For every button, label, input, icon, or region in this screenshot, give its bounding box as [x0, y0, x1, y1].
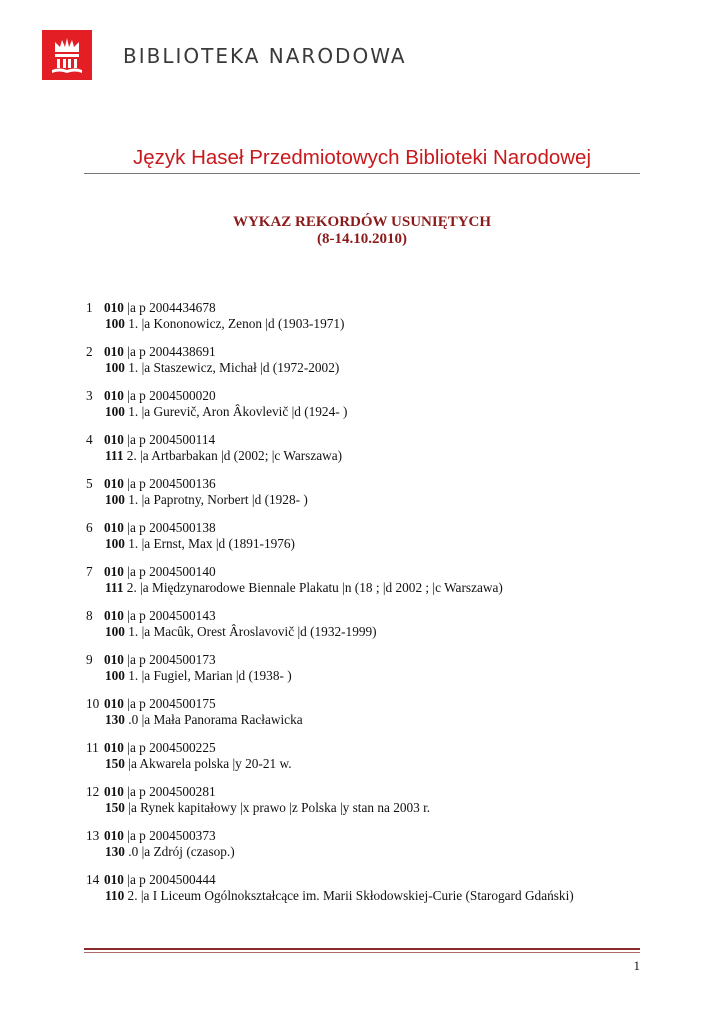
field-tag: 100 [105, 536, 125, 551]
field-value: |a p 2004500281 [123, 784, 216, 799]
record-number: 8 [86, 608, 93, 623]
record-number: 12 [86, 784, 100, 799]
field-value: .0 |a Zdrój (czasop.) [124, 844, 235, 859]
record-number: 14 [86, 872, 100, 887]
list-item [86, 740, 666, 784]
field-tag: 130 [105, 844, 125, 859]
field-value: |a Akwarela polska |y 20-21 w. [124, 756, 292, 771]
record-number: 6 [86, 520, 93, 535]
field-tag: 010 [104, 784, 124, 799]
field-value: 2. |a I Liceum Ogólnokształcące im. Marii Skłodowskiej-Curie (Starogard Gdański) [124, 888, 574, 903]
field-tag: 150 [105, 756, 125, 771]
field-value: |a p 2004500114 [123, 432, 216, 447]
field-tag: 010 [104, 608, 124, 623]
crown-book-logo-icon [42, 30, 92, 80]
record-number: 4 [86, 432, 93, 447]
field-value: 1. |a Gurevič, Aron Âkovlevič |d (1924- ) [124, 404, 348, 419]
field-tag: 010 [104, 652, 124, 667]
list-item [86, 564, 666, 608]
list-item [86, 344, 666, 388]
subtitle [84, 214, 640, 248]
field-tag: 100 [105, 668, 125, 683]
field-value: 1. |a Paprotny, Norbert |d (1928- ) [124, 492, 308, 507]
record-number: 10 [86, 696, 100, 711]
list-item [86, 520, 666, 564]
field-value: |a p 2004500175 [123, 696, 216, 711]
list-item [86, 828, 666, 872]
record-number: 2 [86, 344, 93, 359]
field-tag: 100 [105, 492, 125, 507]
list-item [86, 608, 666, 652]
field-tag: 010 [104, 300, 124, 315]
field-tag: 010 [104, 344, 124, 359]
field-tag: 010 [104, 828, 124, 843]
field-value: 1. |a Kononowicz, Zenon |d (1903-1971) [124, 316, 345, 331]
subtitle-heading: WYKAZ REKORDÓW USUNIĘTYCH [232, 214, 492, 230]
field-tag: 111 [105, 448, 124, 463]
field-value: |a Rynek kapitałowy |x prawo |z Polska |y stan na 2003 r. [124, 800, 431, 815]
field-tag: 010 [104, 740, 124, 755]
field-tag: 010 [104, 476, 124, 491]
field-tag: 010 [104, 564, 124, 579]
page-number: 1 [633, 958, 640, 973]
field-tag: 010 [104, 432, 124, 447]
list-item [86, 784, 666, 828]
field-value: |a p 2004500140 [123, 564, 216, 579]
field-tag: 010 [104, 388, 124, 403]
field-value: |a p 2004500020 [123, 388, 216, 403]
org-name: BIBLIOTEKA NARODOWA [123, 44, 407, 68]
field-tag: 010 [104, 696, 124, 711]
list-item [86, 300, 666, 344]
field-tag: 150 [105, 800, 125, 815]
field-tag: 100 [105, 404, 125, 419]
record-number: 7 [86, 564, 93, 579]
field-value: |a p 2004500138 [123, 520, 216, 535]
page-title: Język Haseł Przedmiotowych Biblioteki Narodowej [132, 146, 592, 169]
list-item [86, 696, 666, 740]
field-tag: 100 [105, 360, 125, 375]
list-item [86, 432, 666, 476]
field-value: |a p 2004500225 [123, 740, 216, 755]
field-value: .0 |a Mała Panorama Racławicka [124, 712, 303, 727]
list-item [86, 652, 666, 696]
list-item [86, 388, 666, 432]
field-tag: 010 [104, 872, 124, 887]
record-number: 13 [86, 828, 100, 843]
field-tag: 130 [105, 712, 125, 727]
list-item [86, 872, 666, 916]
list-item [86, 476, 666, 520]
field-value: |a p 2004438691 [123, 344, 216, 359]
field-tag: 111 [105, 580, 124, 595]
record-number: 5 [86, 476, 93, 491]
field-tag: 110 [105, 888, 125, 903]
record-list [86, 300, 666, 916]
subtitle-date-range: (8-14.10.2010) [317, 231, 407, 247]
field-tag: 100 [105, 624, 125, 639]
field-value: |a p 2004500173 [123, 652, 216, 667]
field-value: 1. |a Macûk, Orest Âroslavovič |d (1932-1999) [124, 624, 377, 639]
record-number: 9 [86, 652, 93, 667]
record-number: 3 [86, 388, 93, 403]
field-value: 2. |a Artbarbakan |d (2002; |c Warszawa) [123, 448, 343, 463]
field-value: 2. |a Międzynarodowe Biennale Plakatu |n (18 ; |d 2002 ; |c Warszawa) [123, 580, 503, 595]
field-tag: 100 [105, 316, 125, 331]
field-value: 1. |a Staszewicz, Michał |d (1972-2002) [124, 360, 340, 375]
title-divider [84, 173, 640, 174]
footer-divider [84, 948, 640, 950]
field-value: 1. |a Ernst, Max |d (1891-1976) [124, 536, 295, 551]
field-value: |a p 2004500136 [123, 476, 216, 491]
footer-divider-thin [84, 952, 640, 953]
field-value: |a p 2004500373 [123, 828, 216, 843]
field-tag: 010 [104, 520, 124, 535]
field-value: 1. |a Fugiel, Marian |d (1938- ) [124, 668, 292, 683]
record-number: 11 [86, 740, 99, 755]
field-value: |a p 2004500143 [123, 608, 216, 623]
record-number: 1 [86, 300, 93, 315]
field-value: |a p 2004434678 [123, 300, 216, 315]
field-value: |a p 2004500444 [123, 872, 216, 887]
